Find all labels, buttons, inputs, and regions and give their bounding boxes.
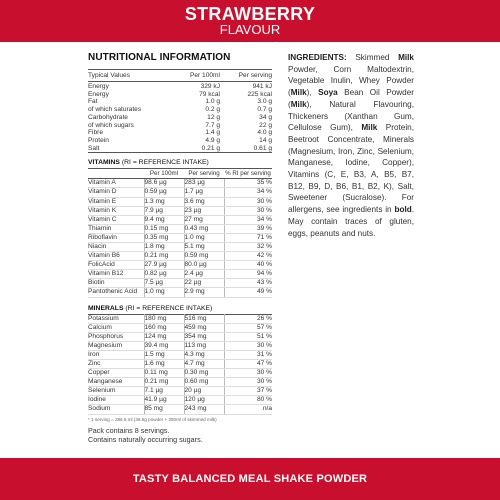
nutrient-name: of which sugars — [88, 121, 134, 129]
table-row — [88, 314, 272, 323]
serving-footnote: * 1 serving = 286.5 ml (36.5g powder + 250ml of skimmed milk) — [88, 416, 217, 422]
mineral-name: Calcium — [88, 323, 144, 332]
ingredient-bold: Milk — [361, 123, 378, 133]
vitamin-per-serving: 1.7 µg — [184, 188, 224, 197]
vitamins-title-rest: (RI = REFERENCE INTAKE) — [121, 159, 209, 167]
mineral-ri: 57 % — [224, 323, 272, 332]
vitamin-per-100ml: 98.6 µg — [144, 179, 184, 188]
mineral-ri: 30 % — [224, 341, 272, 350]
mineral-ri: 30 % — [224, 378, 272, 387]
pack-info — [88, 426, 272, 444]
nutrient-per-serving: 4.0 g — [257, 129, 272, 137]
nutrient-per-100ml: 1.4 g — [205, 129, 220, 137]
nutrient-per-100ml: 0.2 g — [205, 106, 220, 114]
vitamin-name: Vitamin C — [88, 215, 144, 224]
nutrition-panel — [88, 52, 272, 444]
mineral-per-serving: 516 mg — [184, 314, 224, 323]
mineral-name: Iron — [88, 350, 144, 359]
vit-col-per-100ml: Per 100ml — [144, 169, 184, 179]
ingredient-bold: Soya — [318, 88, 338, 98]
nutrient-per-serving: 941 kJ — [252, 83, 272, 90]
vitamin-per-100ml: 0.21 mg — [144, 252, 184, 261]
vitamin-per-serving: 283 µg — [184, 179, 224, 188]
mineral-ri: 47 % — [224, 360, 272, 369]
mineral-per-serving: 120 µg — [184, 396, 224, 405]
nutrient-name: Energy — [88, 83, 109, 90]
vitamin-rows — [88, 179, 272, 297]
mineral-per-100ml: 160 mg — [144, 323, 184, 332]
mineral-per-100ml: 39.4 mg — [144, 341, 184, 350]
table-row — [88, 137, 272, 145]
vitamin-name: Niacin — [88, 242, 144, 251]
vitamin-per-100ml: 7.9 µg — [144, 206, 184, 215]
table-row — [88, 332, 272, 341]
mineral-ri: n/a — [224, 405, 272, 414]
table-row — [88, 242, 272, 251]
vitamins-title: VITAMINS — [88, 159, 120, 167]
table-row — [88, 224, 272, 233]
bottom-banner — [0, 458, 500, 500]
vitamin-per-100ml: 0.15 mg — [144, 224, 184, 233]
nutrient-per-100ml: 4.9 g — [205, 136, 220, 144]
ingredient-bold: bold — [394, 205, 412, 215]
nutrient-per-100ml: 0.21 g — [168, 145, 220, 153]
vitamin-name: Thiamin — [88, 224, 144, 233]
vitamin-per-serving: 2.4 µg — [184, 270, 224, 279]
nutrient-per-100ml: 79 kcal — [199, 90, 220, 98]
nutrient-per-serving: 3.0 g — [257, 98, 272, 106]
ingredient-text: Protein, Beetroot Concentrate, Minerals (Magnesium, Iron, Zinc, Selenium, Manganese, Iodine, Copper), Vitamins (C, E, B3, A, B5, B7, B12, B9, D, B6, B1, B2, K), Salt, Sweetener (Sucralose). For allergens, see ingredients in — [288, 123, 414, 215]
ingredient-text: ), Natural Flavouring, Thickeners (Xanthan Gum, Cellulose Gum), — [288, 99, 414, 133]
vitamin-ri: 32 % — [224, 242, 272, 251]
nutrient-per-100ml: 1.0 g — [205, 98, 220, 106]
table-row — [88, 323, 272, 332]
mineral-per-serving: 20 µg — [184, 387, 224, 396]
vitamin-per-100ml: 9.4 mg — [144, 215, 184, 224]
minerals-title-rest: (RI = REFERENCE INTAKE) — [125, 304, 213, 312]
mineral-per-serving: 243 mg — [184, 405, 224, 414]
nutrition-table — [88, 69, 272, 153]
ingredient-bold: Milk — [398, 53, 414, 62]
vitamin-ri: 40 % — [224, 261, 272, 270]
minerals-heading — [88, 305, 272, 312]
vitamins-table — [88, 168, 272, 297]
vitamin-per-100ml: 0.35 mg — [144, 233, 184, 242]
vit-col-name — [88, 169, 144, 179]
vitamin-per-serving: 1.0 mg — [184, 233, 224, 242]
mineral-name: Sodium — [88, 405, 144, 414]
vitamin-ri: 34 % — [224, 215, 272, 224]
mineral-per-100ml: 7.1 µg — [144, 387, 184, 396]
mineral-name: Iodine — [88, 396, 144, 405]
vitamin-ri: 34 % — [224, 188, 272, 197]
nutrition-title: NUTRITIONAL INFORMATION — [88, 52, 231, 63]
pack-servings: Pack contains 8 servings. — [88, 425, 170, 435]
vit-col-ri: % RI per serving — [225, 170, 271, 178]
nutrient-per-serving: 225 kcal — [247, 90, 272, 98]
nutrient-per-100ml: 12 g — [207, 113, 220, 121]
ingredient-bold: Milk — [290, 99, 307, 109]
mineral-per-100ml: 85 mg — [144, 405, 184, 414]
mineral-per-serving: 4.3 mg — [184, 350, 224, 359]
table-row — [88, 378, 272, 387]
mineral-ri: 31 % — [224, 350, 272, 359]
mineral-per-serving: 459 mg — [184, 323, 224, 332]
vitamin-per-100ml: 0.82 µg — [144, 270, 184, 279]
vitamin-per-100ml: 27.9 µg — [144, 261, 184, 270]
table-row — [88, 98, 272, 106]
mineral-name: Selenium — [88, 387, 144, 396]
table-row — [88, 288, 272, 297]
vitamin-name: Pantothenic Acid — [88, 288, 144, 297]
mineral-ri: 51 % — [224, 332, 272, 341]
table-row — [88, 114, 272, 122]
vitamin-ri: 49 % — [224, 288, 272, 297]
mineral-per-serving: 0.30 mg — [184, 369, 224, 378]
vitamin-per-serving: 2.9 mg — [184, 288, 224, 297]
ingredient-text: Powder, Corn Maltodextrin, Vegetable Inulin, Whey Powder ( — [288, 64, 414, 98]
mineral-per-100ml: 41.9 µg — [144, 396, 184, 405]
mineral-ri: 30 % — [224, 369, 272, 378]
vitamin-per-serving: 80.0 µg — [184, 261, 224, 270]
mineral-name: Manganese — [88, 378, 144, 387]
vitamin-name: Riboflavin — [88, 233, 144, 242]
nutrient-per-serving: 14 g — [259, 136, 272, 144]
mineral-ri: 26 % — [224, 314, 272, 323]
vitamin-per-serving: 3.6 mg — [184, 197, 224, 206]
col-per-100ml: Per 100ml — [168, 70, 220, 82]
table-row — [88, 206, 272, 215]
mineral-per-serving: 0.60 mg — [184, 378, 224, 387]
ingredient-bold: Milk — [290, 88, 307, 98]
nutrient-name: Fat — [88, 98, 98, 106]
table-row — [88, 197, 272, 206]
ingredient-text: ), — [306, 88, 319, 98]
vitamin-name: Vitamin B12 — [88, 270, 144, 279]
mineral-name: Phosphorus — [88, 332, 144, 341]
mineral-per-100ml: 1.5 mg — [144, 350, 184, 359]
vitamin-name: Vitamin A — [88, 179, 144, 188]
ingredient-text: . May contain traces of gluten, eggs, peanuts and nuts. — [288, 205, 414, 238]
vitamin-ri: 94 % — [224, 270, 272, 279]
vitamin-ri: 71 % — [224, 233, 272, 242]
vitamin-ri: 39 % — [224, 224, 272, 233]
mineral-per-serving: 4.7 mg — [184, 360, 224, 369]
vitamin-per-100ml: 1.3 mg — [144, 197, 184, 206]
vitamin-per-serving: 23 µg — [184, 206, 224, 215]
vitamin-per-serving: 0.43 mg — [184, 224, 224, 233]
table-row — [88, 82, 272, 91]
mineral-per-100ml: 180 mg — [144, 314, 184, 323]
vitamins-heading — [88, 159, 272, 166]
table-row — [88, 341, 272, 350]
flavour-subtitle: FLAVOUR — [219, 22, 281, 37]
mineral-per-serving: 113 mg — [184, 341, 224, 350]
vitamin-per-serving: 0.59 mg — [184, 252, 224, 261]
mineral-name: Zinc — [88, 360, 144, 369]
table-row — [88, 360, 272, 369]
vitamin-name: Vitamin K — [88, 206, 144, 215]
table-row — [88, 122, 272, 130]
table-row — [88, 252, 272, 261]
vit-col-per-serving: Per serving — [184, 169, 224, 179]
minerals-table — [88, 314, 272, 415]
vitamin-ri: 30 % — [224, 206, 272, 215]
vitamin-name: Vitamin D — [88, 188, 144, 197]
vitamin-per-100ml: 1.0 mg — [144, 288, 184, 297]
ingredient-text: Skimmed — [346, 53, 399, 62]
col-typical-values: Typical Values — [88, 70, 168, 82]
vitamin-ri: 30 % — [224, 197, 272, 206]
table-row — [88, 129, 272, 137]
mineral-rows — [88, 314, 272, 414]
vitamin-ri: 43 % — [224, 279, 272, 288]
minerals-title: MINERALS — [88, 304, 124, 312]
table-row — [88, 387, 272, 396]
nutrient-per-100ml: 329 kJ — [200, 83, 220, 90]
product-tagline: TASTY BALANCED MEAL SHAKE POWDER — [132, 473, 368, 485]
nutrient-name: Energy — [88, 90, 109, 98]
mineral-per-100ml: 0.11 mg — [144, 369, 184, 378]
mineral-ri: 80 % — [224, 396, 272, 405]
nutrient-name: Fibre — [88, 129, 104, 137]
vitamin-per-serving: 27 mg — [184, 215, 224, 224]
table-row — [88, 261, 272, 270]
mineral-per-100ml: 124 mg — [144, 332, 184, 341]
nutrient-name: Salt — [88, 145, 168, 153]
table-row — [88, 233, 272, 242]
mineral-ri: 37 % — [224, 387, 272, 396]
vitamin-per-serving: 22 µg — [184, 279, 224, 288]
ingredient-text: Bean Oil Powder ( — [288, 88, 414, 109]
vitamin-ri: 42 % — [224, 252, 272, 261]
col-per-serving: Per serving — [220, 70, 272, 82]
mineral-name: Potassium — [88, 314, 144, 323]
nutrition-rows — [88, 82, 272, 153]
nutrient-per-serving: 22 g — [259, 121, 272, 129]
table-row — [88, 215, 272, 224]
mineral-per-serving: 354 mg — [184, 332, 224, 341]
nutrient-per-serving: 0.7 g — [257, 106, 272, 114]
nutrient-per-100ml: 7.7 g — [205, 121, 220, 129]
nutrient-name: Protein — [88, 136, 109, 144]
mineral-name: Magnesium — [88, 341, 144, 350]
table-row — [88, 188, 272, 197]
ingredient-bold: INGREDIENTS: — [288, 53, 347, 62]
table-row — [88, 396, 272, 405]
table-row — [88, 369, 272, 378]
mineral-per-100ml: 1.6 mg — [144, 360, 184, 369]
vitamin-name: Vitamin E — [88, 197, 144, 206]
vitamin-ri: 35 % — [224, 179, 272, 188]
top-banner — [0, 0, 500, 42]
pack-sugars: Contains naturally occurring sugars. — [88, 434, 203, 444]
table-row — [88, 106, 272, 114]
mineral-name: Copper — [88, 369, 144, 378]
mineral-per-100ml: 0.21 mg — [144, 378, 184, 387]
vitamin-name: Biotin — [88, 279, 144, 288]
ingredients-text — [288, 52, 414, 239]
nutrient-name: Carbohydrate — [88, 113, 128, 121]
table-row — [88, 145, 272, 153]
nutrient-per-serving: 34 g — [259, 113, 272, 121]
table-row — [88, 179, 272, 188]
flavour-title: STRAWBERRY — [184, 4, 316, 24]
table-row — [88, 350, 272, 359]
vitamin-name: FolicAcid — [88, 261, 144, 270]
vitamin-per-100ml: 0.59 µg — [144, 188, 184, 197]
table-row — [88, 270, 272, 279]
table-row — [88, 279, 272, 288]
vitamin-per-serving: 5.1 mg — [184, 242, 224, 251]
nutrient-name: of which saturates — [88, 106, 142, 114]
nutrient-per-serving: 0.61 g — [220, 145, 272, 153]
table-row — [88, 91, 272, 99]
vitamin-per-100ml: 7.5 µg — [144, 279, 184, 288]
table-row — [88, 405, 272, 414]
vitamin-name: Vitamin B6 — [88, 252, 144, 261]
vitamin-per-100ml: 1.8 mg — [144, 242, 184, 251]
